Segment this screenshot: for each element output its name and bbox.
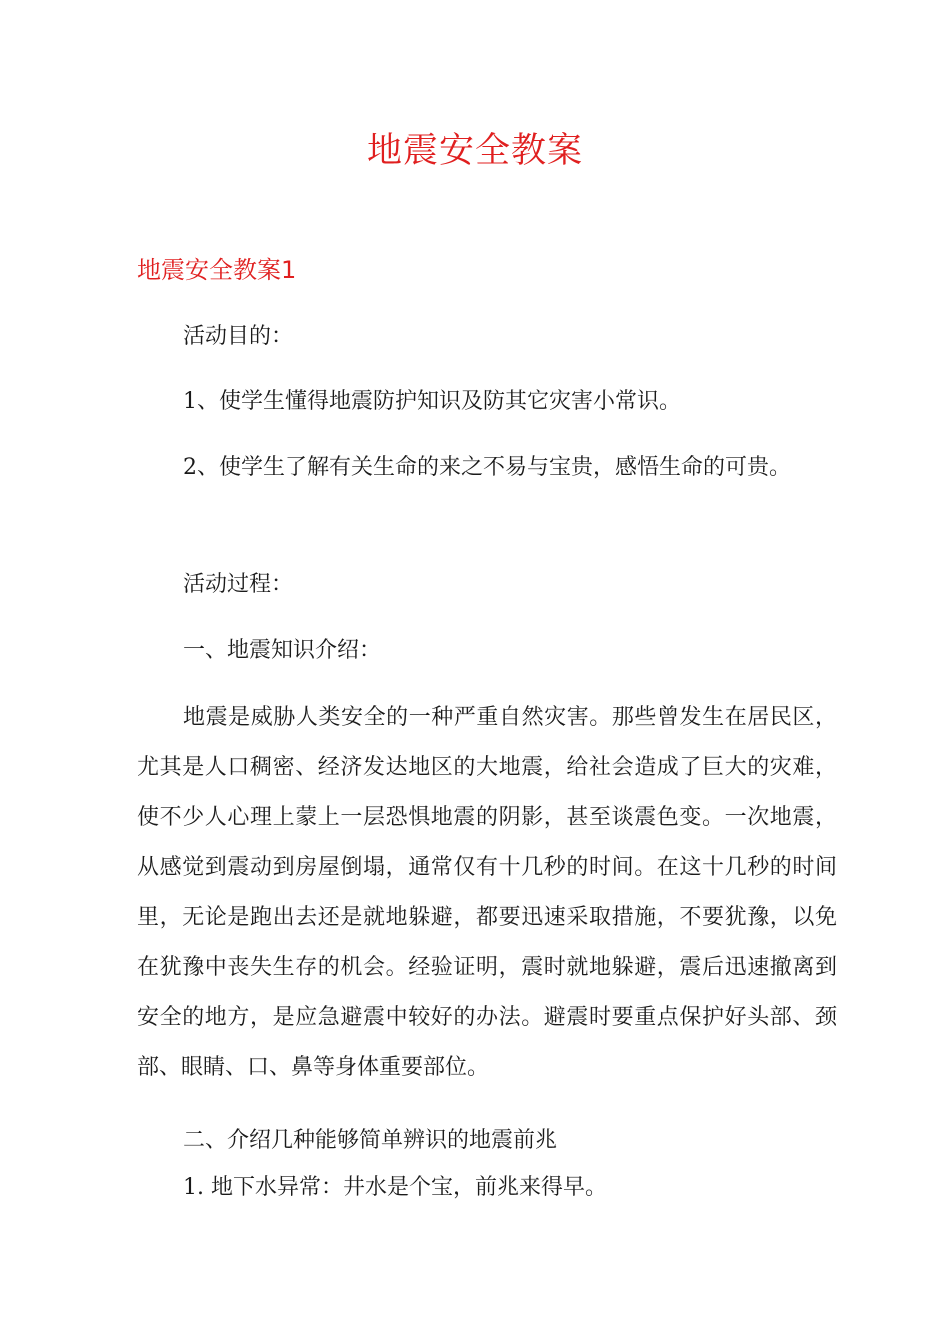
paragraph-goal-2: 2、使学生了解有关生命的来之不易与宝贵，感悟生命的可贵。 xyxy=(183,455,791,480)
paragraph-goal-1: 1、使学生懂得地震防护知识及防其它灾害小常识。 xyxy=(183,389,681,414)
document-title: 地震安全教案 xyxy=(366,131,583,171)
paragraph-precursor-1: 1. 地下水异常：井水是个宝，前兆来得早。 xyxy=(183,1175,607,1200)
paragraph-knowledge-label: 一、地震知识介绍： xyxy=(183,638,382,663)
section-heading: 地震安全教案1 xyxy=(137,256,297,284)
paragraph-goal-label: 活动目的： xyxy=(183,324,294,349)
paragraph-precursor-title: 二、介绍几种能够简单辨识的地震前兆 xyxy=(183,1128,558,1153)
paragraph-knowledge-body: 地震是威胁人类安全的一种严重自然灾害。那些曾发生在居民区，尤其是人口稠密、经济发达地区的大地震，给社会造成了巨大的灾难，使不少人心理上蒙上一层恐惧地震的阴影，甚至谈震色变。一次地震，从感觉到震动到房屋倒塌，通常仅有十几秒的时间。在这十几秒的时间里，无论是跑出去还是就地躲避，都要迅速采取措施，不要犹豫，以免在犹豫中丧失生存的机会。经验证明，震时就地躲避，震后迅速撤离到安全的地方，是应急避震中较好的办法。避震时要重点保护好头部、颈部、眼睛、口、鼻等身体重要部位。 xyxy=(137,705,837,1080)
paragraph-process-label: 活动过程： xyxy=(183,572,294,597)
